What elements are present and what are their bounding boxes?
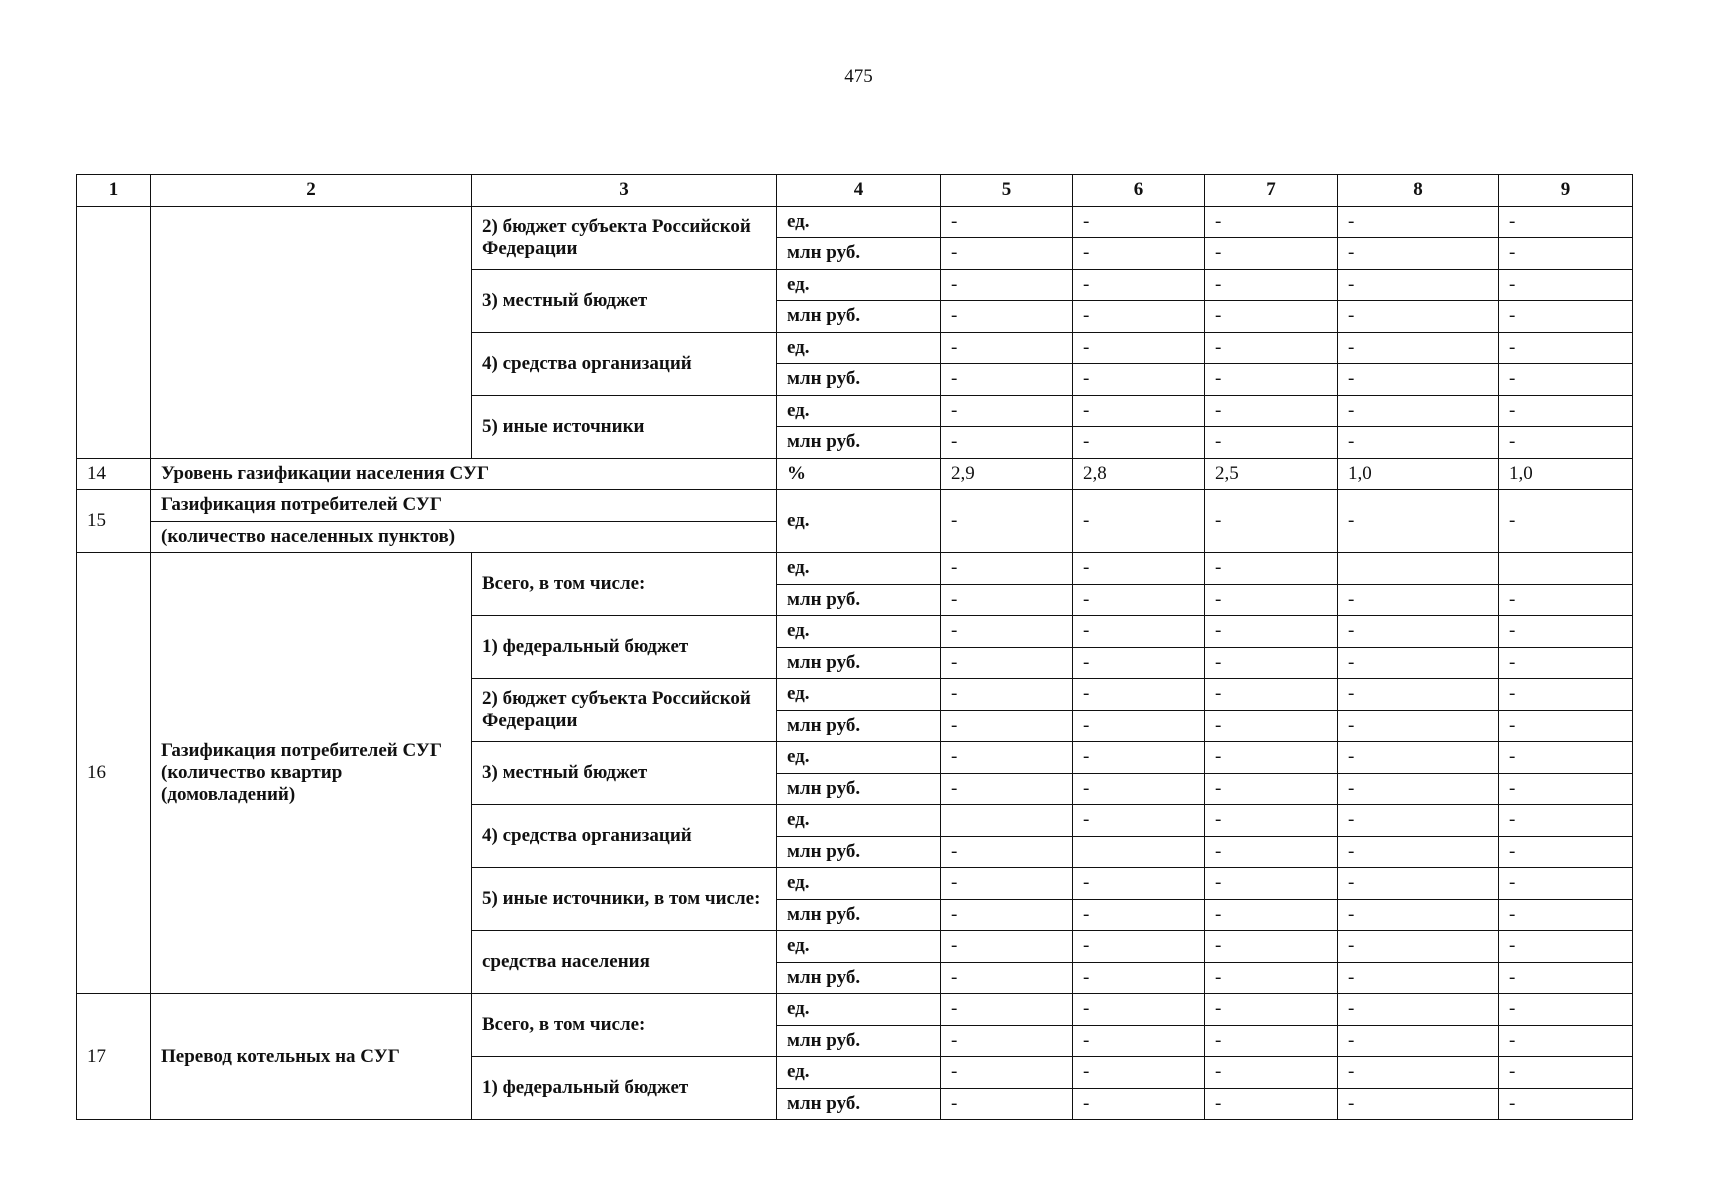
value-cell: - xyxy=(1499,1025,1633,1057)
value-cell: - xyxy=(1205,553,1338,585)
value-cell: - xyxy=(1073,395,1205,427)
value-cell: - xyxy=(1338,647,1499,679)
value-cell: - xyxy=(1073,710,1205,742)
value-cell: - xyxy=(1499,679,1633,711)
value-cell: - xyxy=(1499,805,1633,837)
value-cell: - xyxy=(1205,962,1338,994)
value-cell: - xyxy=(1205,206,1338,238)
value-cell: - xyxy=(941,1057,1073,1089)
value-cell: 2,9 xyxy=(941,458,1073,490)
source-label: 3) местный бюджет xyxy=(472,269,777,332)
value-cell: - xyxy=(941,364,1073,396)
value-cell: - xyxy=(1338,836,1499,868)
unit-cell: ед. xyxy=(777,269,941,301)
value-cell: - xyxy=(1338,616,1499,648)
value-cell: 1,0 xyxy=(1338,458,1499,490)
value-cell: - xyxy=(1073,647,1205,679)
value-cell: - xyxy=(1205,931,1338,963)
value-cell: - xyxy=(1499,364,1633,396)
value-cell: - xyxy=(1073,364,1205,396)
value-cell: - xyxy=(1073,962,1205,994)
unit-cell: млн руб. xyxy=(777,836,941,868)
value-cell: - xyxy=(1205,994,1338,1026)
unit-cell: ед. xyxy=(777,1057,941,1089)
value-cell: - xyxy=(1073,553,1205,585)
value-cell xyxy=(941,805,1073,837)
value-cell: - xyxy=(1338,301,1499,333)
row-number-cell: 15 xyxy=(77,490,151,553)
value-cell: - xyxy=(1499,1088,1633,1120)
value-cell xyxy=(1073,836,1205,868)
value-cell: - xyxy=(1338,805,1499,837)
indicator-cell: Перевод котельных на СУГ xyxy=(151,994,472,1120)
indicator-cell: Уровень газификации населения СУГ xyxy=(151,458,777,490)
value-cell: - xyxy=(1073,994,1205,1026)
value-cell: - xyxy=(1205,301,1338,333)
value-cell: - xyxy=(1205,238,1338,270)
value-cell: - xyxy=(1338,931,1499,963)
value-cell: - xyxy=(1073,899,1205,931)
source-label: 2) бюджет субъекта Российской Федерации xyxy=(472,679,777,742)
source-label: 1) федеральный бюджет xyxy=(472,1057,777,1120)
indicator-cell: Газификация потребителей СУГ xyxy=(151,490,777,522)
unit-cell: млн руб. xyxy=(777,301,941,333)
indicator-cell: (количество населенных пунктов) xyxy=(151,521,777,553)
value-cell: - xyxy=(1338,1088,1499,1120)
value-cell: - xyxy=(1073,742,1205,774)
value-cell: - xyxy=(941,742,1073,774)
value-cell: - xyxy=(1338,994,1499,1026)
column-header: 3 xyxy=(472,175,777,207)
unit-cell: млн руб. xyxy=(777,1088,941,1120)
source-label: Всего, в том числе: xyxy=(472,994,777,1057)
value-cell: - xyxy=(1205,395,1338,427)
unit-cell: ед. xyxy=(777,490,941,553)
value-cell: - xyxy=(1499,206,1633,238)
unit-cell: млн руб. xyxy=(777,773,941,805)
value-cell: - xyxy=(941,269,1073,301)
value-cell: - xyxy=(1073,238,1205,270)
value-cell: 2,5 xyxy=(1205,458,1338,490)
header-row xyxy=(77,175,1633,207)
indicator-cell xyxy=(151,206,472,458)
value-cell: - xyxy=(1338,899,1499,931)
value-cell: - xyxy=(1073,427,1205,459)
value-cell: - xyxy=(1338,395,1499,427)
unit-cell: млн руб. xyxy=(777,364,941,396)
value-cell: - xyxy=(941,836,1073,868)
value-cell: - xyxy=(1499,616,1633,648)
column-header: 8 xyxy=(1338,175,1499,207)
source-label: 1) федеральный бюджет xyxy=(472,616,777,679)
value-cell: 2,8 xyxy=(1073,458,1205,490)
unit-cell: ед. xyxy=(777,994,941,1026)
value-cell: - xyxy=(1205,332,1338,364)
row-number-cell: 17 xyxy=(77,994,151,1120)
value-cell: - xyxy=(1205,679,1338,711)
table-row xyxy=(77,458,1633,490)
table-row xyxy=(77,490,1633,522)
unit-cell: млн руб. xyxy=(777,710,941,742)
value-cell: - xyxy=(1338,490,1499,553)
value-cell: - xyxy=(941,490,1073,553)
value-cell: - xyxy=(1205,836,1338,868)
value-cell: - xyxy=(1499,647,1633,679)
value-cell: - xyxy=(1499,301,1633,333)
value-cell: - xyxy=(1499,269,1633,301)
source-label: 5) иные источники, в том числе: xyxy=(472,868,777,931)
value-cell: - xyxy=(941,395,1073,427)
value-cell: - xyxy=(941,238,1073,270)
value-cell: - xyxy=(1205,742,1338,774)
value-cell: - xyxy=(1073,773,1205,805)
value-cell: - xyxy=(941,584,1073,616)
value-cell: - xyxy=(1205,868,1338,900)
value-cell: - xyxy=(1205,805,1338,837)
unit-cell: млн руб. xyxy=(777,962,941,994)
value-cell: - xyxy=(1205,1025,1338,1057)
row-number-cell xyxy=(77,206,151,458)
value-cell: - xyxy=(941,931,1073,963)
value-cell: - xyxy=(941,332,1073,364)
row-number-cell: 16 xyxy=(77,553,151,994)
value-cell: - xyxy=(941,773,1073,805)
unit-cell: ед. xyxy=(777,206,941,238)
value-cell: - xyxy=(1499,1057,1633,1089)
value-cell: - xyxy=(1073,616,1205,648)
value-cell: - xyxy=(1499,836,1633,868)
unit-cell: млн руб. xyxy=(777,647,941,679)
value-cell: - xyxy=(1205,616,1338,648)
unit-cell: ед. xyxy=(777,395,941,427)
value-cell: - xyxy=(1073,1025,1205,1057)
value-cell: - xyxy=(1205,269,1338,301)
value-cell: - xyxy=(1338,710,1499,742)
value-cell: - xyxy=(1073,332,1205,364)
value-cell: - xyxy=(1499,427,1633,459)
unit-cell: ед. xyxy=(777,616,941,648)
value-cell: - xyxy=(1338,332,1499,364)
value-cell: - xyxy=(1073,1088,1205,1120)
unit-cell: млн руб. xyxy=(777,427,941,459)
value-cell: - xyxy=(1499,773,1633,805)
value-cell: - xyxy=(941,553,1073,585)
value-cell: - xyxy=(1205,773,1338,805)
unit-cell: ед. xyxy=(777,742,941,774)
unit-cell: млн руб. xyxy=(777,899,941,931)
value-cell: - xyxy=(941,427,1073,459)
value-cell: - xyxy=(1499,899,1633,931)
source-label: 4) средства организаций xyxy=(472,805,777,868)
table-row xyxy=(77,206,1633,238)
unit-cell: ед. xyxy=(777,931,941,963)
table-row xyxy=(77,553,1633,585)
page-number: 475 xyxy=(844,66,873,87)
value-cell: - xyxy=(1338,742,1499,774)
value-cell xyxy=(1499,553,1633,585)
table-row xyxy=(77,994,1633,1026)
value-cell: - xyxy=(1073,1057,1205,1089)
value-cell: - xyxy=(1205,364,1338,396)
column-header: 6 xyxy=(1073,175,1205,207)
value-cell: - xyxy=(941,994,1073,1026)
value-cell: - xyxy=(1499,742,1633,774)
value-cell: - xyxy=(1338,773,1499,805)
value-cell: - xyxy=(941,1025,1073,1057)
unit-cell: млн руб. xyxy=(777,584,941,616)
unit-cell: млн руб. xyxy=(777,1025,941,1057)
value-cell: - xyxy=(1499,710,1633,742)
value-cell: - xyxy=(1338,962,1499,994)
value-cell: - xyxy=(1073,269,1205,301)
value-cell: - xyxy=(1073,490,1205,553)
value-cell: - xyxy=(1205,1088,1338,1120)
value-cell: - xyxy=(941,647,1073,679)
value-cell: - xyxy=(1205,899,1338,931)
source-label: 2) бюджет субъекта Российской Федерации xyxy=(472,206,777,269)
value-cell: - xyxy=(941,206,1073,238)
data-table xyxy=(76,174,1633,1120)
source-label: средства населения xyxy=(472,931,777,994)
unit-cell: ед. xyxy=(777,868,941,900)
value-cell: - xyxy=(941,710,1073,742)
value-cell: - xyxy=(1499,490,1633,553)
unit-cell: ед. xyxy=(777,805,941,837)
value-cell: - xyxy=(941,616,1073,648)
value-cell: - xyxy=(941,899,1073,931)
value-cell: - xyxy=(941,679,1073,711)
value-cell: - xyxy=(1338,269,1499,301)
column-header: 5 xyxy=(941,175,1073,207)
value-cell: - xyxy=(1338,206,1499,238)
column-header: 2 xyxy=(151,175,472,207)
value-cell: - xyxy=(1338,238,1499,270)
value-cell: - xyxy=(1499,962,1633,994)
value-cell: - xyxy=(941,301,1073,333)
value-cell: - xyxy=(1499,931,1633,963)
value-cell: - xyxy=(1205,710,1338,742)
value-cell: - xyxy=(1338,584,1499,616)
value-cell: - xyxy=(941,962,1073,994)
source-label: 5) иные источники xyxy=(472,395,777,458)
value-cell: - xyxy=(1073,206,1205,238)
value-cell: - xyxy=(1499,332,1633,364)
value-cell: - xyxy=(1073,584,1205,616)
source-label: 4) средства организаций xyxy=(472,332,777,395)
value-cell: - xyxy=(1073,868,1205,900)
source-label: 3) местный бюджет xyxy=(472,742,777,805)
unit-cell: ед. xyxy=(777,553,941,585)
indicator-cell: Газификация потребителей СУГ (количество квартир (домовладений) xyxy=(151,553,472,994)
column-header: 4 xyxy=(777,175,941,207)
value-cell: - xyxy=(1338,364,1499,396)
value-cell: - xyxy=(1205,584,1338,616)
column-header: 7 xyxy=(1205,175,1338,207)
value-cell: - xyxy=(1073,805,1205,837)
value-cell: - xyxy=(1073,301,1205,333)
unit-cell: % xyxy=(777,458,941,490)
value-cell: - xyxy=(1338,679,1499,711)
source-label: Всего, в том числе: xyxy=(472,553,777,616)
value-cell: - xyxy=(1338,1025,1499,1057)
value-cell: - xyxy=(1073,931,1205,963)
unit-cell: млн руб. xyxy=(777,238,941,270)
value-cell xyxy=(1338,553,1499,585)
value-cell: - xyxy=(1499,395,1633,427)
value-cell: - xyxy=(1499,868,1633,900)
value-cell: - xyxy=(1499,584,1633,616)
value-cell: - xyxy=(941,868,1073,900)
value-cell: - xyxy=(1338,868,1499,900)
value-cell: 1,0 xyxy=(1499,458,1633,490)
value-cell: - xyxy=(941,1088,1073,1120)
value-cell: - xyxy=(1073,679,1205,711)
value-cell: - xyxy=(1205,427,1338,459)
column-header: 9 xyxy=(1499,175,1633,207)
value-cell: - xyxy=(1205,490,1338,553)
value-cell: - xyxy=(1205,647,1338,679)
value-cell: - xyxy=(1499,238,1633,270)
value-cell: - xyxy=(1338,1057,1499,1089)
unit-cell: ед. xyxy=(777,679,941,711)
value-cell: - xyxy=(1499,994,1633,1026)
value-cell: - xyxy=(1338,427,1499,459)
value-cell: - xyxy=(1205,1057,1338,1089)
row-number-cell: 14 xyxy=(77,458,151,490)
unit-cell: ед. xyxy=(777,332,941,364)
column-header: 1 xyxy=(77,175,151,207)
